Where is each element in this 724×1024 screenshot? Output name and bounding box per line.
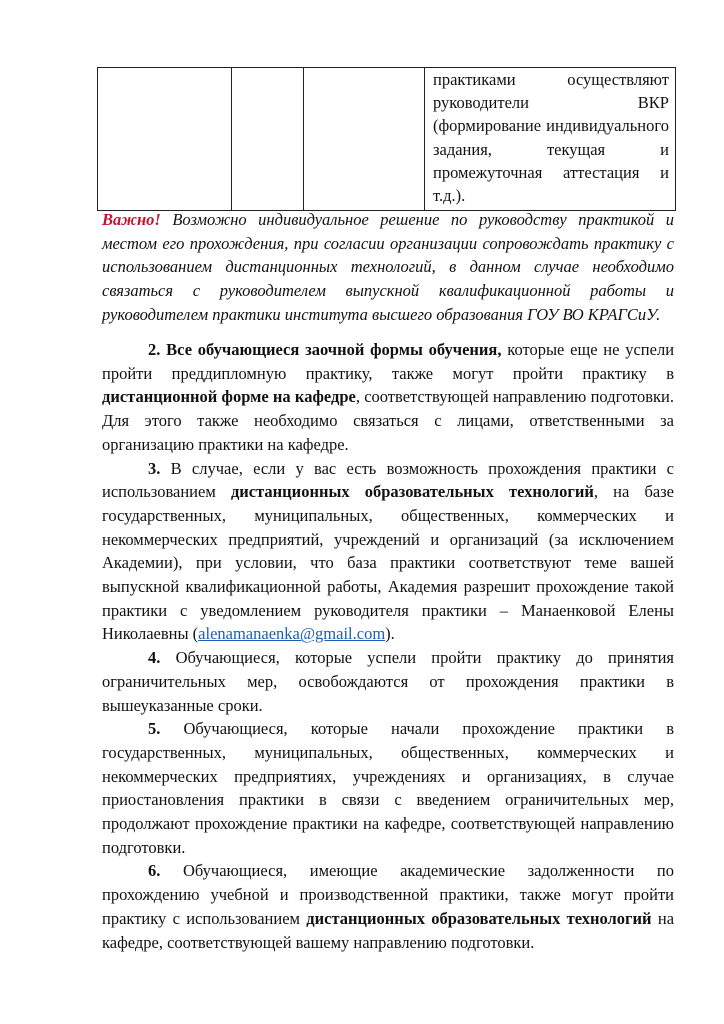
paragraph-6 bbox=[102, 859, 674, 954]
bold-phrase: дистанционных образовательных технологий bbox=[230, 482, 594, 502]
bold-phrase: дистанционной форме на кафедре bbox=[102, 387, 356, 407]
paragraph-text: , соответствующей направлению подготовки. Для этого также необходимо связаться с лицами, ответственными за организацию практики на кафедре. bbox=[102, 387, 674, 454]
email-link[interactable]: alenamanaenka@gmail.com bbox=[198, 624, 386, 644]
paragraph-text: Обучающиеся, которые начали прохождение практики в государственных, муниципальных, общественных, коммерческих и некоммерческих предприятиях, учреждениях и организациях, в случае приостановления практики в связи с введением ограничительных мер, продолжают прохождение практики на кафедре, соответствующей направлению подготовки. bbox=[102, 719, 674, 857]
paragraph-3 bbox=[102, 457, 674, 647]
paragraph-text: ). bbox=[385, 624, 395, 644]
table-cell-description bbox=[425, 68, 676, 211]
paragraph-2 bbox=[102, 338, 674, 457]
paragraph-text: , на базе государственных, муниципальных, общественных, коммерческих и некоммерческих предприятий, учреждений и организаций (за исключением Академии), при условии, что база практики соответствуют теме вашей выпускной квалификационной работы, Академия разрешит прохождение такой практики с уведомлением руководителя практики – Манаенковой Елены Николаевны ( bbox=[102, 482, 675, 644]
continued-table bbox=[97, 67, 676, 211]
table-cell-empty-1 bbox=[98, 68, 232, 211]
paragraph-text: которые еще не успели пройти преддипломную практику, также могут пройти практику в bbox=[102, 340, 675, 383]
important-label: Важно! bbox=[102, 210, 161, 229]
paragraph-text: В случае, если у вас есть возможность прохождения практики с использованием bbox=[102, 458, 675, 502]
paragraph-number: 3. bbox=[148, 458, 161, 478]
paragraph-5 bbox=[102, 717, 674, 859]
table-cell-text: практиками осуществляют руководители ВКР (формирование индивидуального задания, текущая и промежуточная аттестация и т.д.). bbox=[433, 70, 669, 206]
paragraph-text: Обучающиеся, имеющие академические задолженности по прохождению учебной и производственной практики, также могут пройти практику с использованием bbox=[102, 861, 674, 928]
important-text: Возможно индивидуальное решение по руководству практикой и местом его прохождения, при согласии организации сопровождать практику с использованием дистанционных технологий, в данном случае необходимо связаться с руководителем выпускной квалификационной работы и руководителем практики института высшего образования ГОУ ВО КРАГСиУ. bbox=[102, 210, 675, 324]
paragraph-4 bbox=[102, 646, 674, 717]
paragraph-number: 6. bbox=[148, 861, 161, 881]
paragraph-number: 2. bbox=[148, 340, 161, 359]
table-cell-empty-2 bbox=[232, 68, 304, 211]
table-cell-empty-3 bbox=[304, 68, 425, 211]
body-text bbox=[102, 338, 674, 954]
paragraph-number: 5. bbox=[148, 719, 161, 739]
paragraph-text: Обучающиеся, которые успели пройти практику до принятия ограничительных мер, освобождаются от прохождения практики в вышеуказанные сроки. bbox=[102, 648, 675, 715]
bold-phrase: дистанционных образовательных технологий bbox=[306, 908, 652, 928]
table-row bbox=[98, 68, 676, 211]
important-note bbox=[102, 208, 674, 327]
paragraph-text: на кафедре, соответствующей вашему направлению подготовки. bbox=[102, 908, 675, 952]
bold-phrase: Все обучающиеся заочной формы обучения, bbox=[166, 340, 502, 359]
paragraph-number: 4. bbox=[148, 648, 161, 668]
